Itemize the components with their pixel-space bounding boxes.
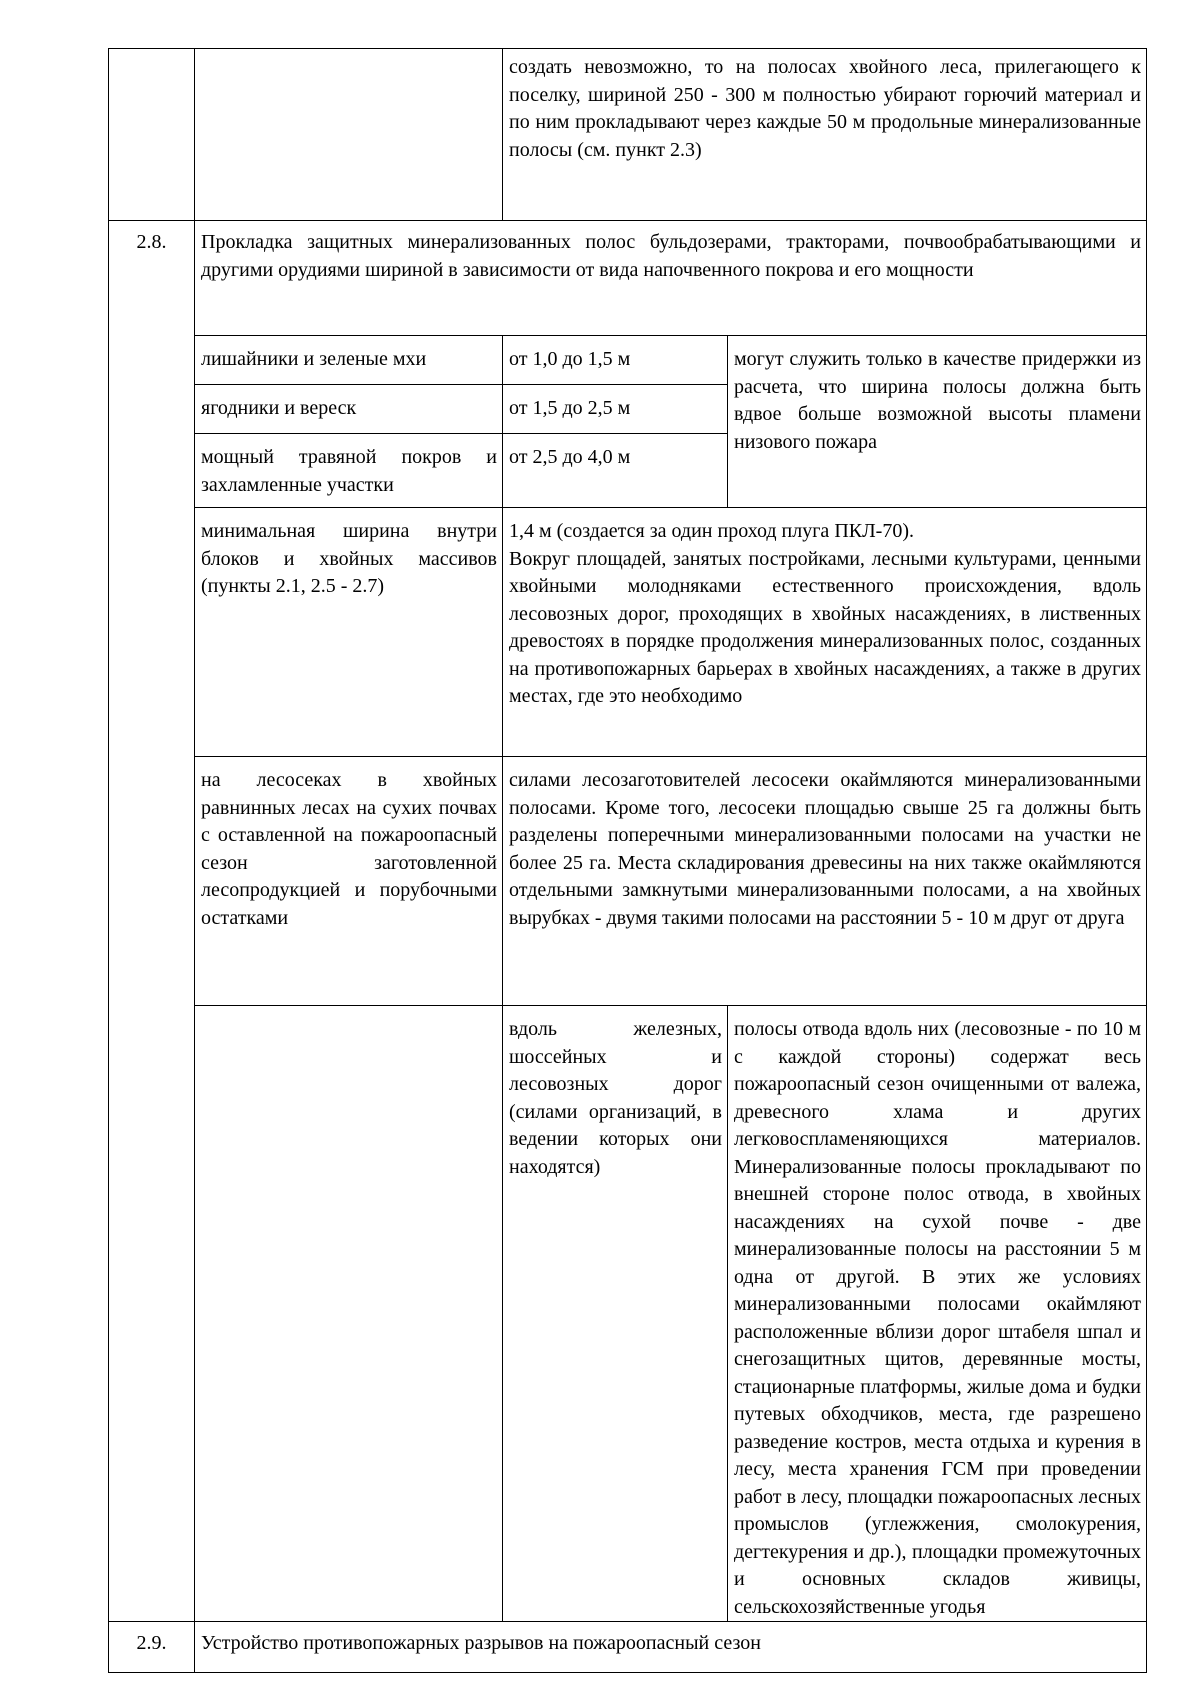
cover-type-cell: мощный травяной покров и захламленные участки — [195, 434, 503, 508]
table-row — [109, 1006, 1147, 1622]
min-width-text — [503, 508, 1147, 757]
table-row — [109, 221, 1147, 336]
table-row — [109, 49, 1147, 221]
item-description: Устройство противопожарных разрывов на пожароопасный сезон — [195, 1622, 1147, 1673]
strip-width-cell: от 1,5 до 2,5 м — [503, 385, 728, 434]
fire-safety-measures-table — [108, 48, 1147, 1673]
cover-type-cell: ягодники и вереск — [195, 385, 503, 434]
blank-cell — [195, 49, 503, 221]
table-row — [109, 757, 1147, 1006]
min-width-line2: Вокруг площадей, занятых постройками, лесными культурами, ценными хвойными молодняками естественного происхождения, вдоль лесовозных дорог, проходящих в хвойных насаждениях, в лиственных древостоях в порядке продолжения минерализованных полос, созданных на противопожарных барьерах в хвойных насаждениях, а также в других местах, где это необходимо — [509, 547, 1141, 707]
min-width-line1: 1,4 м (создается за один проход плуга ПКЛ-70). — [509, 520, 914, 542]
table-row — [109, 508, 1147, 757]
item-number: 2.8. — [109, 221, 195, 1622]
table-row — [109, 1622, 1147, 1673]
roads-label: вдоль железных, шоссейных и лесовозных дорог (силами организаций, в ведении которых они находятся) — [503, 1006, 728, 1622]
item-description: Прокладка защитных минерализованных полос бульдозерами, тракторами, почвообрабатывающими и другими орудиями шириной в зависимости от вида напочвенного покрова и его мощности — [195, 221, 1147, 336]
logging-text: силами лесозаготовителей лесосеки окаймляются минерализованными полосами. Кроме того, лесосеки площадью свыше 25 га должны быть разделены поперечными минерализованными полосами на участки не более 25 га. Места складирования древесины на них также окаймляются отдельными замкнутыми минерализованными полосами, а на хвойных вырубках - двумя такими полосами на расстоянии 5 - 10 м друг от друга — [503, 757, 1147, 1006]
item-number: 2.9. — [109, 1622, 195, 1673]
number-cell — [109, 49, 195, 221]
cover-type-cell: лишайники и зеленые мхи — [195, 336, 503, 385]
min-width-label: минимальная ширина внутри блоков и хвойных массивов (пункты 2.1, 2.5 - 2.7) — [195, 508, 503, 757]
strip-width-cell: от 2,5 до 4,0 м — [503, 434, 728, 508]
cover-note-cell: могут служить только в качестве придержки из расчета, что ширина полосы должна быть вдвое больше возможной высоты пламени низового пожара — [728, 336, 1147, 508]
number-cell — [195, 1006, 503, 1622]
strip-width-cell: от 1,0 до 1,5 м — [503, 336, 728, 385]
continuation-text: создать невозможно, то на полосах хвойного леса, прилегающего к поселку, шириной 250 - 300 м полностью убирают горючий материал и по ним прокладывают через каждые 50 м продольные минерализованные полосы (см. пункт 2.3) — [503, 49, 1147, 221]
table-row — [109, 336, 1147, 385]
logging-label: на лесосеках в хвойных равнинных лесах на сухих почвах с оставленной на пожароопасный сезон заготовленной лесопродукцией и порубочными остатками — [195, 757, 503, 1006]
roads-text: полосы отвода вдоль них (лесовозные - по 10 м с каждой стороны) содержат весь пожароопасный сезон очищенными от валежа, древесного хлама и других легковоспламеняющихся материалов. Минерализованные полосы прокладывают по внешней стороне полос отвода, в хвойных насаждениях на сухой почве - две минерализованные полосы на расстоянии 5 м одна от другой. В этих же условиях минерализованными полосами окаймляют расположенные вблизи дорог штабеля шпал и снегозащитных щитов, деревянные мосты, стационарные платформы, жилые дома и будки путевых обходчиков, места, где разрешено разведение костров, места отдыха и курения в лесу, места хранения ГСМ при проведении работ в лесу, площадки пожароопасных лесных промыслов (углежжения, смолокурения, дегтекурения и др.), площадки промежуточных и основных складов живицы, сельскохозяйственные угодья — [728, 1006, 1147, 1622]
